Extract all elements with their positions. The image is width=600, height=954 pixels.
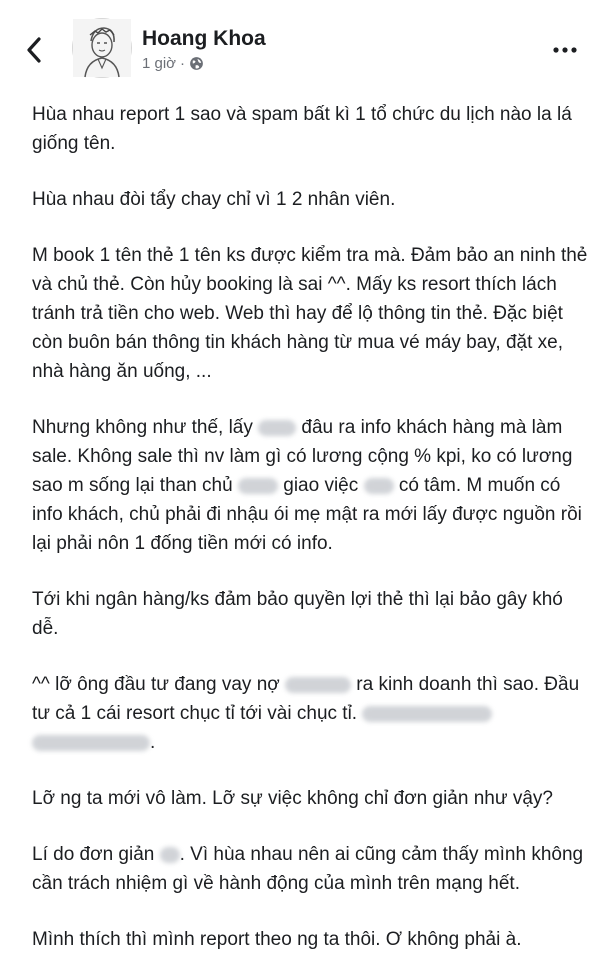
post-text: giao việc [283, 475, 359, 496]
post-paragraph: M book 1 tên thẻ 1 tên ks được kiểm tra mà. Đảm bảo an ninh thẻ và chủ thẻ. Còn hủy booking là sai ^^. Mấy ks resort thích lách tránh trả tiền cho web. Web thì hay để lộ thông tin thẻ. Đặc biệt còn buôn bán thông tin khách hàng từ mua vé máy bay, đặt xe, nhà hàng ăn uống, ... [32, 245, 588, 382]
post-text: có tâm. M muốn có info khách, chủ phải đi nhậu ói mẹ mật ra mới lấy được nguồn rồi lại phải nôn 1 đống tiền mới có info. [32, 475, 582, 554]
post-text: Nhưng không như thế, lấy [32, 417, 253, 438]
post-paragraph: Mình thích thì mình report theo ng ta thôi. Ơ không phải à. [32, 929, 522, 950]
post-text: ra kinh doanh thì sao. Đầu tư cả 1 cái resort chục tỉ tới vài chục tỉ. [32, 674, 580, 724]
post-text: ^^ lỡ ông đầu tư đang vay nợ [32, 674, 280, 695]
post-paragraph: Lỡ ng ta mới vô làm. Lỡ sự việc không chỉ đơn giản như vậy? [32, 788, 553, 809]
redacted-word [32, 735, 150, 751]
post-body [32, 100, 588, 954]
post-header [0, 0, 600, 92]
avatar-sketch-image [73, 19, 131, 77]
more-options-button[interactable] [548, 36, 582, 64]
post-paragraph [32, 413, 588, 558]
redacted-word [238, 478, 278, 494]
post-paragraph [32, 670, 588, 757]
more-horizontal-icon [553, 47, 577, 53]
post-text: . Vì hùa nhau nên ai cũng cảm thấy mình không cần trách nhiệm gì về hành động của mình trên mạng hết. [32, 844, 584, 894]
post-paragraph: Hùa nhau report 1 sao và spam bất kì 1 tổ chức du lịch nào la lá giống tên. [32, 104, 572, 154]
post-paragraph [32, 840, 588, 898]
redacted-word [258, 420, 296, 436]
redacted-word [364, 478, 394, 494]
meta-separator: · [180, 55, 186, 72]
post-paragraph: Tới khi ngân hàng/ks đảm bảo quyền lợi thẻ thì lại bảo gây khó dễ. [32, 589, 563, 639]
post-text: . [150, 732, 156, 753]
redacted-word [285, 677, 351, 693]
avatar[interactable] [72, 18, 132, 78]
author-name[interactable]: Hoang Khoa [142, 27, 266, 50]
timestamp[interactable]: 1 giờ [142, 55, 177, 72]
post-paragraph: Hùa nhau đòi tẩy chay chỉ vì 1 2 nhân viên. [32, 189, 396, 210]
post-text: Lí do đơn giản [32, 844, 155, 865]
post-text: đâu ra info khách hàng mà làm sale. Không sale thì nv làm gì có lương cộng % kpi, ko có lương sao m sống lại than chủ [32, 417, 573, 496]
back-button[interactable] [18, 32, 50, 68]
redacted-word [362, 706, 492, 722]
chevron-left-icon [25, 36, 43, 64]
redacted-word [160, 847, 180, 863]
globe-icon [189, 56, 204, 71]
post-meta [142, 55, 204, 72]
